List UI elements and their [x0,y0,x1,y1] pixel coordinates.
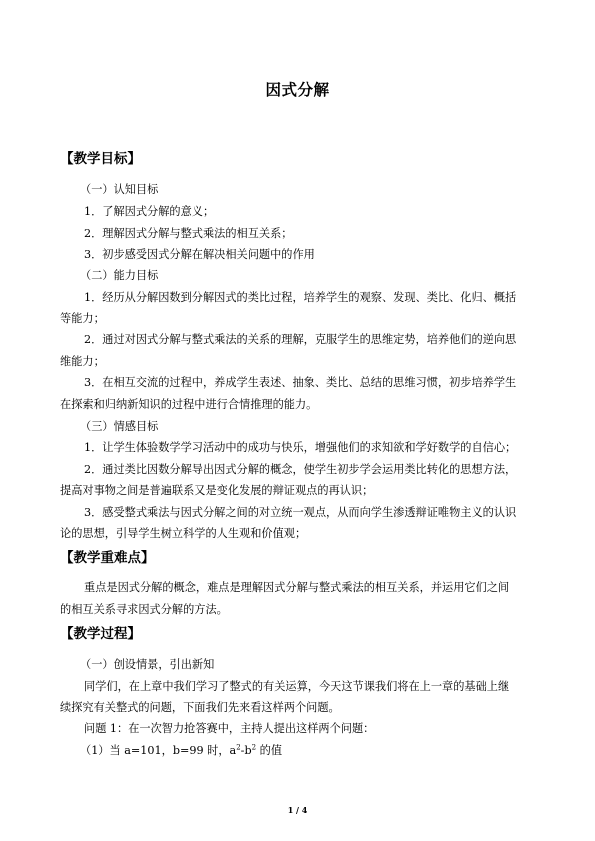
document-title: 因式分解 [265,81,330,99]
paragraph-line: 续探究有关整式的问题，下面我们先来看这样两个问题。 [60,701,340,714]
paragraph-line: 2．理解因式分解与整式乘法的相互关系； [84,227,293,240]
exponent: 2 [236,743,241,752]
question-text: 的值 [256,744,283,757]
question-text: -b [240,744,252,757]
subheading-ability: （二）能力目标 [80,269,159,282]
question-text: （1）当 a=101，b=99 时，a [80,744,237,757]
paragraph-line: 1．经历从分解因数到分解因式的类比过程，培养学生的观察、发现、类比、化归、概括 [84,291,517,304]
subheading-emotion: （三）情感目标 [80,420,159,433]
paragraph-line: 提高对事物之间是普遍联系又是变化发展的辩证观点的再认识； [60,484,374,497]
paragraph-line: 3．感受整式乘法与因式分解之间的对立统一观点，从而向学生渗透辩证唯物主义的认识 [84,506,517,519]
paragraph-line: 问题 1：在一次智力抢答赛中，主持人提出这样两个问题： [84,722,375,735]
exponent: 2 [251,743,257,752]
paragraph-line: 维能力； [60,355,105,368]
question-line [80,742,282,758]
paragraph-line: 同学们，在上章中我们学习了整式的有关运算，今天这节课我们将在上一章的基础上继 [84,680,510,693]
paragraph-line: 论的思想，引导学生树立科学的人生观和价值观； [60,527,307,540]
paragraph-line: 1．让学生体验数学学习活动中的成功与快乐，增强他们的求知欲和学好数学的自信心； [84,441,517,454]
paragraph-line: 2．通过对因式分解与整式乘法的关系的理解，克服学生的思维定势，培养他们的逆向思 [84,333,517,346]
paragraph-line: 1．了解因式分解的意义； [84,205,215,218]
paragraph-line: 重点是因式分解的概念，难点是理解因式分解与整式乘法的相互关系，并运用它们之间 [84,581,510,594]
paragraph-line: 等能力； [60,312,105,325]
section-heading-key-points: 【教学重难点】 [60,550,155,566]
page-number: 1 / 4 [287,805,308,815]
paragraph-line: 3．初步感受因式分解在解决相关问题中的作用 [84,248,315,261]
paragraph-line: 2．通过类比因数分解导出因式分解的概念，使学生初步学会运用类比转化的思想方法， [84,463,517,476]
section-heading-goals: 【教学目标】 [60,151,141,167]
paragraph-line: 3．在相互交流的过程中，养成学生表述、抽象、类比、总结的思维习惯，初步培养学生 [84,376,517,389]
subheading-step1: （一）创设情景，引出新知 [80,658,215,671]
paragraph-line: 在探索和归纳新知识的过程中进行合情推理的能力。 [60,398,318,411]
paragraph-line: 的相互关系寻求因式分解的方法。 [60,603,228,616]
section-heading-process: 【教学过程】 [60,626,141,642]
subheading-cognitive: （一）认知目标 [80,183,159,196]
